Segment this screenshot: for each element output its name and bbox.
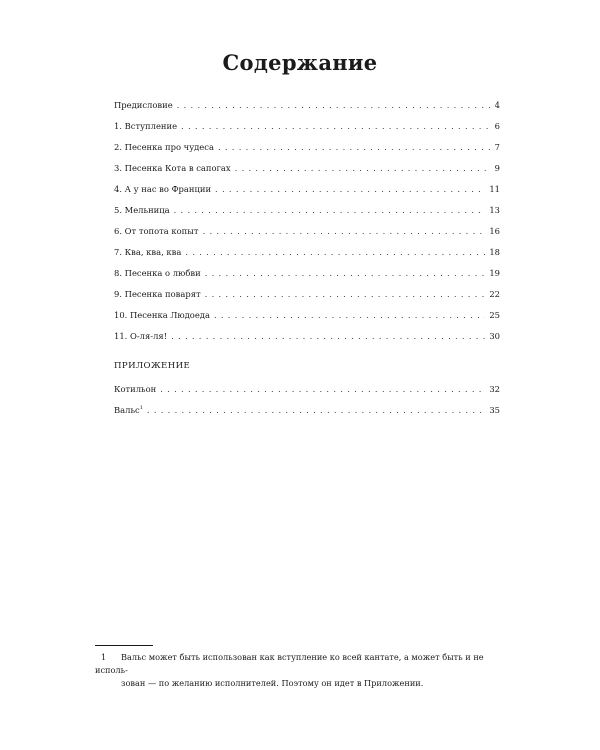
toc-entry [114,137,500,158]
toc-entry [114,116,500,137]
dot-leader [203,221,486,242]
appendix-list [114,379,500,421]
toc-entry [114,221,500,242]
toc-entry [114,95,500,116]
toc-entry-label: 5. Мельница [114,205,170,215]
toc-entry-page: 35 [489,405,500,415]
dot-leader [174,200,486,221]
toc-entry [114,158,500,179]
toc-entry-page: 30 [489,331,500,341]
dot-leader [218,137,491,158]
dot-leader [235,158,491,179]
footnote-rule [95,645,153,646]
toc-entry-page: 7 [494,142,500,152]
footnote-mark: 1 [139,405,143,412]
toc-entry-label: 6. От топота копыт [114,226,199,236]
toc-entry-label-wrap [114,400,143,421]
footnote-number: 1 [101,652,107,662]
footnote-text-continued: зован — по желанию исполнителей. Поэтому он идет в Приложении. [121,678,424,688]
toc-entry-label: 7. Ква, ква, ква [114,247,182,257]
toc-entry [114,242,500,263]
toc-entry [114,284,500,305]
toc-entry-label: 9. Песенка поварят [114,289,201,299]
toc-entry-page: 6 [494,121,500,131]
toc-entry [114,305,500,326]
dot-leader [215,179,485,200]
toc-entry [114,400,500,421]
toc-entry-label: 3. Песенка Кота в сапогах [114,163,231,173]
dot-leader [171,326,485,347]
toc-entry-page: 4 [494,100,500,110]
footnote-text: Вальс может быть использован как вступление ко всей кантате, а может быть и не исполь- [95,652,484,675]
toc-entry-page: 19 [489,268,500,278]
dot-leader [185,242,485,263]
dot-leader [205,263,486,284]
toc-entry-page: 16 [489,226,500,236]
dot-leader [147,400,485,421]
page-title: Содержание [222,50,378,75]
toc-entry [114,379,500,400]
toc-entry-label: Предисловие [114,100,173,110]
toc-entry-label: Вальс [114,405,140,415]
toc-entry [114,200,500,221]
table-of-contents [114,95,500,347]
toc-entry-label: Котильон [114,384,157,394]
footnote-line [95,651,507,677]
dot-leader [160,379,485,400]
toc-entry-page: 22 [489,289,500,299]
toc-entry-label: 1. Вступление [114,121,178,131]
dot-leader [181,116,491,137]
toc-entry-label: 10. Песенка Людоеда [114,310,210,320]
toc-entry-label: 2. Песенка про чудеса [114,142,214,152]
toc-entry [114,326,500,347]
toc-entry-label: 8. Песенка о любви [114,268,201,278]
toc-entry-page: 9 [494,163,500,173]
footnote [95,651,507,690]
toc-entry-page: 25 [489,310,500,320]
appendix-heading: ПРИЛОЖЕНИЕ [114,361,191,371]
toc-entry-label: 11. О-ля-ля! [114,331,168,341]
toc-entry [114,179,500,200]
toc-entry-page: 11 [489,184,500,194]
dot-leader [177,95,491,116]
toc-entry [114,263,500,284]
toc-entry-page: 13 [489,205,500,215]
toc-entry-page: 18 [489,247,500,257]
dot-leader [214,305,485,326]
toc-entry-label: 4. А у нас во Франции [114,184,212,194]
toc-entry-page: 32 [489,384,500,394]
dot-leader [205,284,486,305]
